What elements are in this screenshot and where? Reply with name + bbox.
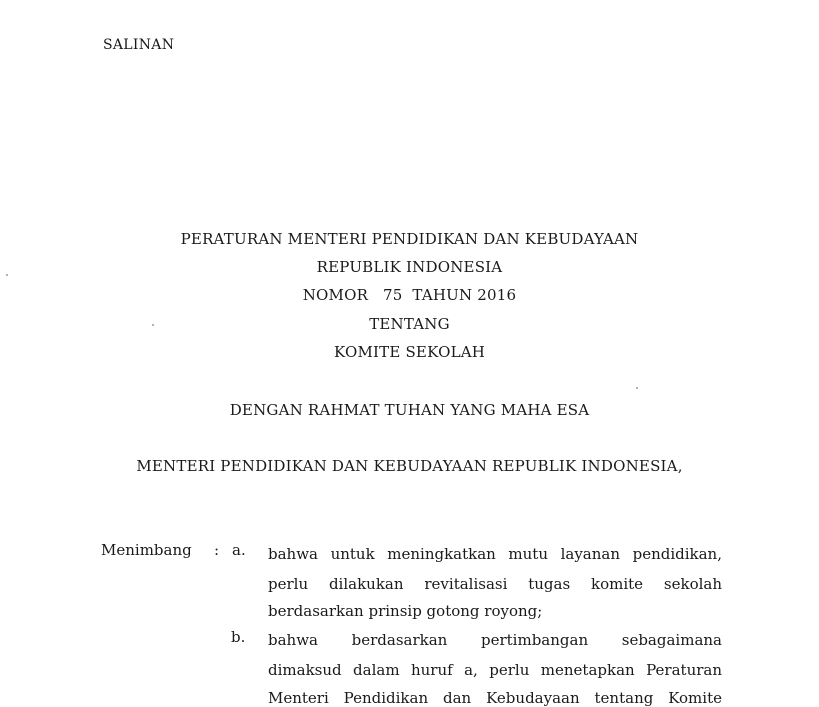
item-b-line-2: dimaksud dalam huruf a, perlu menetapkan Peraturan	[268, 661, 722, 679]
item-a-letter: a.	[232, 541, 246, 559]
authority-line: MENTERI PENDIDIKAN DAN KEBUDAYAAN REPUBLIK INDONESIA,	[136, 457, 683, 475]
item-b-line-1: bahwa berdasarkan pertimbangan sebagaimana	[268, 631, 722, 649]
menimbang-label: Menimbang	[101, 541, 192, 559]
salinan-stamp: SALINAN	[103, 37, 175, 53]
item-b-letter: b.	[231, 628, 246, 646]
scan-speck	[636, 387, 638, 389]
scan-speck	[152, 324, 154, 326]
item-a-line-1: bahwa untuk meningkatkan mutu layanan pendidikan,	[268, 545, 722, 563]
title-line-1: PERATURAN MENTERI PENDIDIKAN DAN KEBUDAYAAN	[180, 230, 639, 248]
item-b-line-3: Menteri Pendidikan dan Kebudayaan tentang Komite	[268, 689, 722, 707]
item-a-line-3: berdasarkan prinsip gotong royong;	[268, 602, 543, 620]
invocation: DENGAN RAHMAT TUHAN YANG MAHA ESA	[229, 401, 590, 419]
title-line-4: TENTANG	[369, 315, 450, 333]
title-line-2: REPUBLIK INDONESIA	[316, 258, 503, 276]
item-a-line-2: perlu dilakukan revitalisasi tugas komite sekolah	[268, 575, 722, 593]
menimbang-colon: :	[214, 541, 220, 559]
title-line-5: KOMITE SEKOLAH	[333, 343, 486, 361]
title-line-3: NOMOR 75 TAHUN 2016	[302, 286, 517, 304]
scan-speck	[6, 274, 8, 276]
